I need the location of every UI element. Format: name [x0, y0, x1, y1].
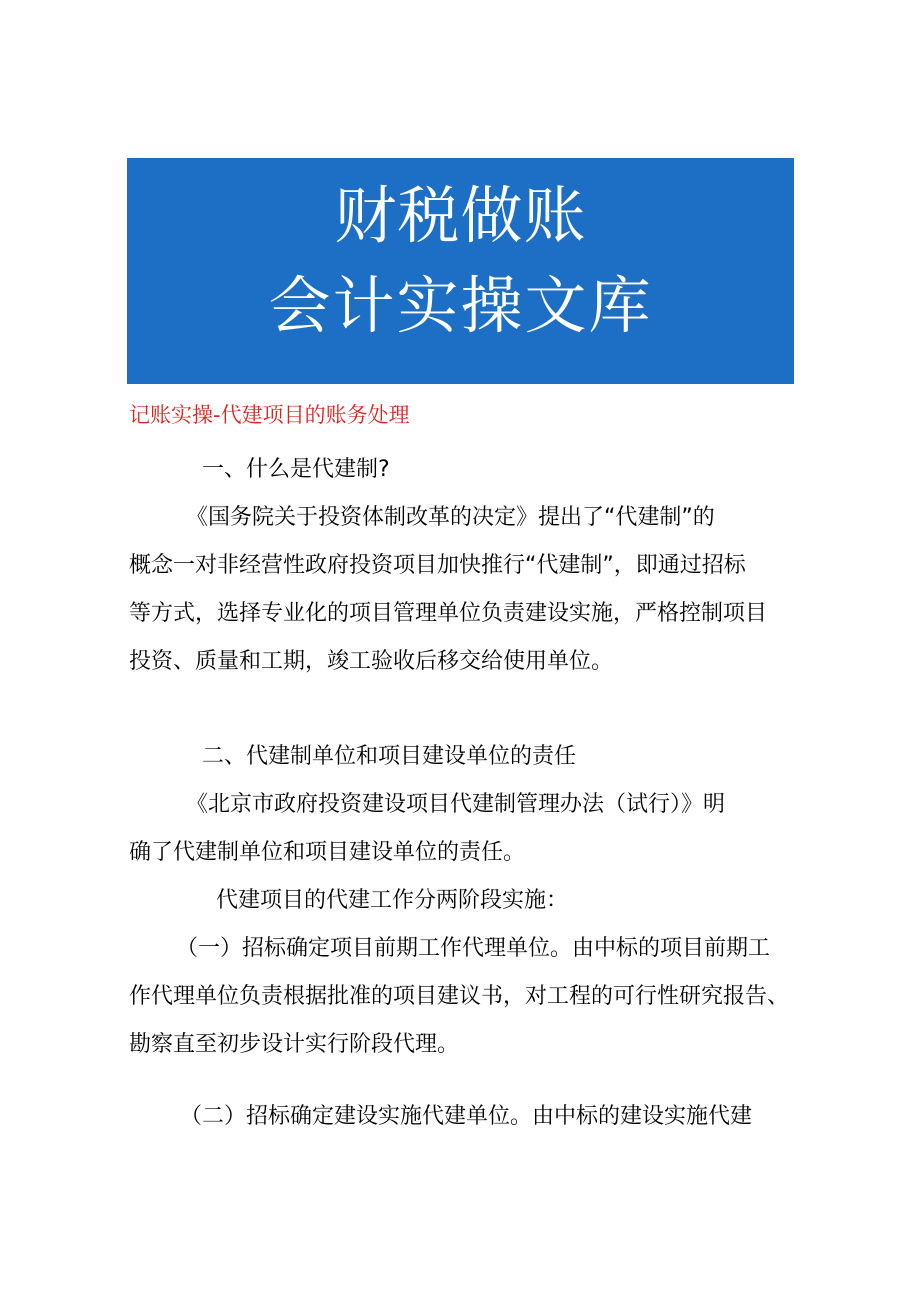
- banner-title-line2: 会计实操文库: [268, 269, 653, 342]
- banner-title-line1: 财税做账: [334, 179, 587, 252]
- section2-paragraph-line: 确了代建制单位和项目建设单位的责任。: [129, 840, 526, 865]
- banner: [127, 158, 794, 384]
- section2-intro-line: 代建项目的代建工作分两阶段实施：: [216, 888, 569, 913]
- item1-line: 作代理单位负责根据批准的项目建议书，对工程的可行性研究报告、: [129, 984, 790, 1009]
- section1-paragraph-line: 《国务院关于投资体制改革的决定》提出了“代建制”的: [186, 505, 715, 530]
- item2-line: （二）招标确定建设实施代建单位。由中标的建设实施代建: [180, 1104, 753, 1129]
- section1-paragraph-line: 概念一对非经营性政府投资项目加快推行“代建制”，即通过招标: [129, 553, 746, 578]
- section1-paragraph-line: 投资、质量和工期，竣工验收后移交给使用单位。: [129, 649, 614, 674]
- section1-paragraph-line: 等方式，选择专业化的项目管理单位负责建设实施，严格控制项目: [129, 601, 768, 626]
- document-title: 记账实操-代建项目的账务处理: [129, 403, 410, 427]
- section1-heading: 一、什么是代建制?: [202, 457, 390, 482]
- section2-paragraph-line: 《北京市政府投资建设项目代建制管理办法（试行）》明: [186, 792, 726, 817]
- item1-line: （一）招标确定项目前期工作代理单位。由中标的项目前期工: [176, 936, 771, 961]
- section2-heading: 二、代建制单位和项目建设单位的责任: [202, 744, 577, 769]
- item1-line: 勘察直至初步设计实行阶段代理。: [129, 1032, 460, 1057]
